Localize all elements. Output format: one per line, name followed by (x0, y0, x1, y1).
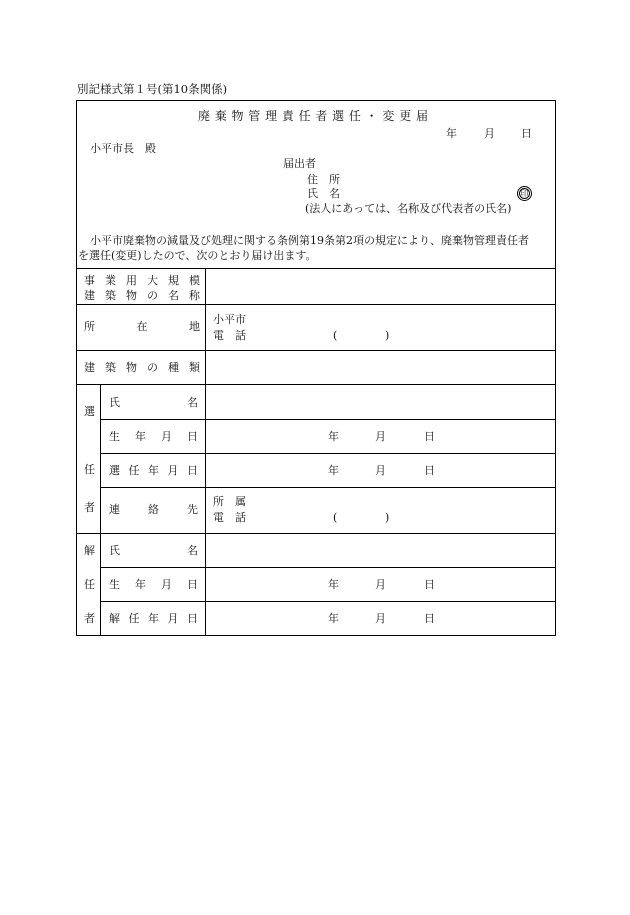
appointed-group-char-3: 者 (84, 501, 95, 514)
form-number: 別記様式第１号(第10条関係) (77, 82, 228, 96)
table-line (100, 419, 555, 420)
appointed-birth-year: 年 (328, 430, 339, 443)
table-line (77, 533, 555, 534)
location-phone-label: 電 話 (213, 329, 246, 342)
statement-line-1: 小平市廃棄物の減量及び処理に関する条例第19条第2項の規定により、廃棄物管理責任者 (90, 234, 529, 247)
appointment-day: 日 (424, 464, 435, 477)
notifier-name-label: 氏 名 (307, 187, 340, 200)
appointed-group-char-2: 任 (84, 463, 95, 476)
table-line (100, 567, 555, 568)
dismissal-day: 日 (424, 612, 435, 625)
dismissed-birth-day: 日 (424, 578, 435, 591)
appointment-date-label: 選 任 年 月 日 (109, 464, 198, 477)
date-day-label: 日 (521, 127, 532, 140)
appointed-birth-month: 月 (375, 430, 386, 443)
seal-mark-icon (517, 186, 532, 201)
table-line (100, 384, 101, 635)
appointed-birth-date-label: 生 年 月 日 (109, 430, 198, 443)
dismissed-group-char-3: 者 (84, 612, 95, 625)
appointed-contact-label: 連 絡 先 (109, 503, 198, 516)
appointed-phone-paren-open: ( (333, 511, 338, 524)
appointed-phone-paren-close: ) (385, 511, 390, 524)
appointed-group-char-1: 選 (84, 405, 95, 418)
dismissed-birth-year: 年 (328, 578, 339, 591)
table-line (77, 350, 555, 351)
building-name-label-line-1: 事 業 用 大 規 模 (84, 274, 200, 287)
notifier-corporate-note: (法人にあっては、名称及び代表者の氏名) (305, 202, 512, 215)
building-name-label-line-2: 建 築 物 の 名 称 (84, 289, 200, 302)
appointment-year: 年 (328, 464, 339, 477)
form-title: 廃 棄 物 管 理 責 任 者 選 任 ・ 変 更 届 (198, 109, 428, 123)
building-type-label: 建 築 物 の 種 類 (84, 361, 200, 374)
date-year-label: 年 (446, 127, 457, 140)
dismissed-birth-month: 月 (375, 578, 386, 591)
dismissal-date-label: 解 任 年 月 日 (109, 612, 198, 625)
appointed-phone-label: 電 話 (213, 511, 246, 524)
location-phone-paren-close: ) (385, 329, 390, 342)
addressee: 小平市長 殿 (90, 142, 156, 155)
table-line (100, 453, 555, 454)
statement-line-2: を選任(変更)したので、次のとおり届け出ます。 (78, 249, 317, 262)
table-line (77, 384, 555, 385)
table-line (205, 268, 206, 635)
appointment-month: 月 (375, 464, 386, 477)
table-line (77, 268, 555, 269)
table-line (77, 304, 555, 305)
dismissed-birth-date-label: 生 年 月 日 (109, 578, 198, 591)
location-label: 所 在 地 (84, 320, 200, 333)
appointed-name-label: 氏 名 (109, 396, 198, 409)
notifier-address-label: 住 所 (307, 173, 340, 186)
notifier-heading: 届出者 (283, 157, 316, 170)
table-line (100, 487, 555, 488)
dismissal-month: 月 (375, 612, 386, 625)
location-city: 小平市 (213, 313, 246, 326)
appointed-birth-day: 日 (424, 430, 435, 443)
appointed-affiliation-label: 所 属 (213, 495, 246, 508)
location-phone-paren-open: ( (333, 329, 338, 342)
dismissed-group-char-2: 任 (84, 578, 95, 591)
dismissal-year: 年 (328, 612, 339, 625)
date-month-label: 月 (484, 127, 495, 140)
dismissed-name-label: 氏 名 (109, 544, 198, 557)
table-line (100, 601, 555, 602)
seal-mark-text: 印 (520, 189, 529, 198)
dismissed-group-char-1: 解 (84, 544, 95, 557)
